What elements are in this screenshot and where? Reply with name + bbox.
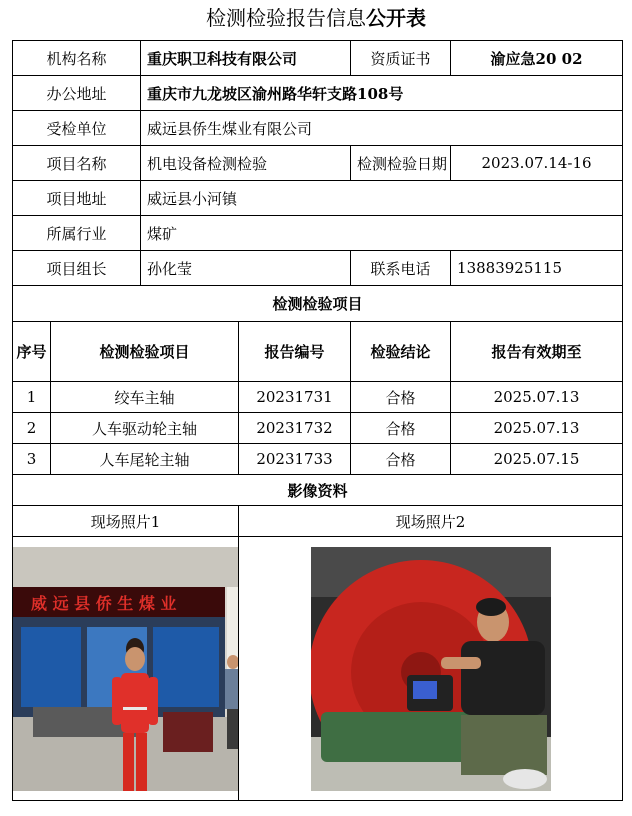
row-item: 人车尾轮主轴 bbox=[51, 444, 239, 475]
table-row bbox=[13, 382, 623, 413]
org-label: 机构名称 bbox=[13, 41, 141, 76]
proj-value: 机电设备检测检验 bbox=[141, 146, 351, 181]
row-result: 合格 bbox=[351, 382, 451, 413]
loc-value: 威远县小河镇 bbox=[141, 181, 623, 216]
seq-header: 序号 bbox=[13, 322, 51, 382]
ind-value: 煤矿 bbox=[141, 216, 623, 251]
loc-label: 项目地址 bbox=[13, 181, 141, 216]
items-section-title: 检测检验项目 bbox=[13, 286, 623, 322]
item-header: 检测检验项目 bbox=[51, 322, 239, 382]
table-row bbox=[13, 444, 623, 475]
photo2-label: 现场照片2 bbox=[239, 506, 623, 537]
row-item: 绞车主轴 bbox=[51, 382, 239, 413]
svg-text:威 远 县 侨 生 煤 业: 威 远 县 侨 生 煤 业 bbox=[31, 594, 177, 613]
site-photo-2 bbox=[311, 547, 551, 791]
row-report: 20231731 bbox=[239, 382, 351, 413]
phone-value: 13883925115 bbox=[451, 251, 623, 286]
valid-header: 报告有效期至 bbox=[451, 322, 623, 382]
table-row bbox=[13, 413, 623, 444]
cert-value: 渝应急20 02 bbox=[451, 41, 623, 76]
images-section-title: 影像资料 bbox=[13, 475, 623, 506]
photo1-cell bbox=[13, 537, 239, 801]
addr-value: 重庆市九龙坡区渝州路华轩支路108号 bbox=[141, 76, 623, 111]
row-result: 合格 bbox=[351, 413, 451, 444]
ind-label: 所属行业 bbox=[13, 216, 141, 251]
row-item: 人车驱动轮主轴 bbox=[51, 413, 239, 444]
row-seq: 1 bbox=[13, 382, 51, 413]
row-valid: 2025.07.13 bbox=[451, 382, 623, 413]
row-valid: 2025.07.15 bbox=[451, 444, 623, 475]
row-report: 20231733 bbox=[239, 444, 351, 475]
cert-label: 资质证书 bbox=[351, 41, 451, 76]
site-photo-1 bbox=[13, 547, 239, 791]
page-title: 检测检验报告信息公开表 bbox=[206, 6, 426, 30]
org-value: 重庆职卫科技有限公司 bbox=[141, 41, 351, 76]
info-table bbox=[12, 40, 623, 801]
unit-label: 受检单位 bbox=[13, 111, 141, 146]
addr-label: 办公地址 bbox=[13, 76, 141, 111]
date-value: 2023.07.14-16 bbox=[451, 146, 623, 181]
unit-value: 威远县侨生煤业有限公司 bbox=[141, 111, 623, 146]
row-seq: 3 bbox=[13, 444, 51, 475]
row-result: 合格 bbox=[351, 444, 451, 475]
proj-label: 项目名称 bbox=[13, 146, 141, 181]
leader-value: 孙化莹 bbox=[141, 251, 351, 286]
leader-label: 项目组长 bbox=[13, 251, 141, 286]
photo1-label: 现场照片1 bbox=[13, 506, 239, 537]
date-label: 检测检验日期 bbox=[351, 146, 451, 181]
result-header: 检验结论 bbox=[351, 322, 451, 382]
phone-label: 联系电话 bbox=[351, 251, 451, 286]
row-seq: 2 bbox=[13, 413, 51, 444]
row-valid: 2025.07.13 bbox=[451, 413, 623, 444]
row-report: 20231732 bbox=[239, 413, 351, 444]
photo2-cell bbox=[239, 537, 623, 801]
report-header: 报告编号 bbox=[239, 322, 351, 382]
